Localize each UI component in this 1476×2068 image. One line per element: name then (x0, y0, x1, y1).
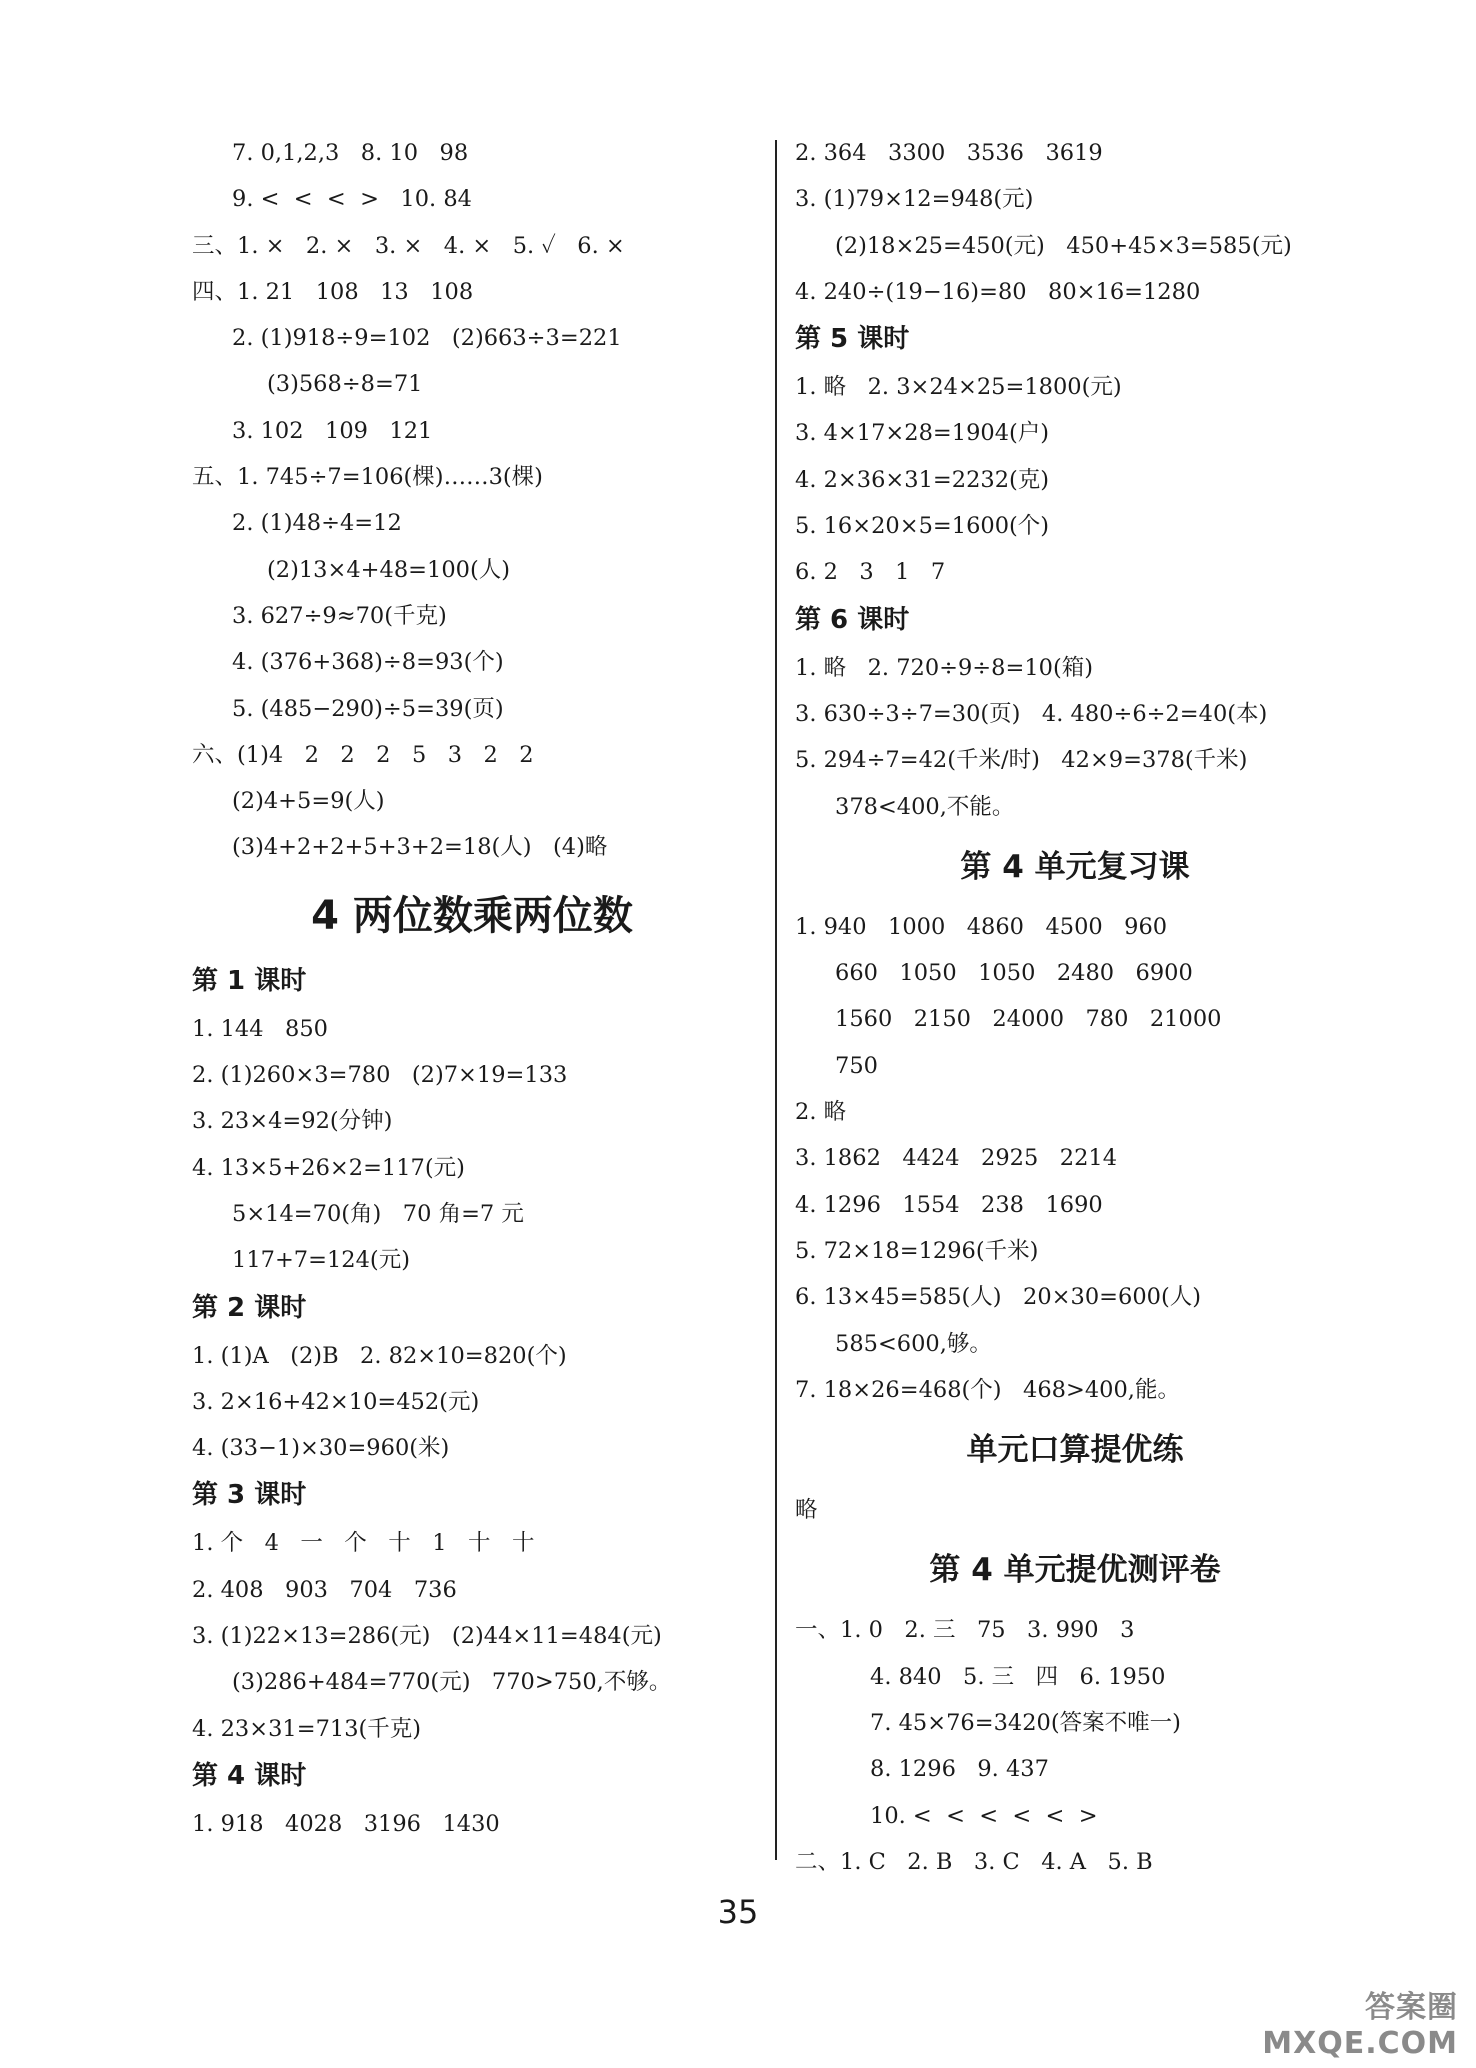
answer-line: 1. 个 4 一 个 十 1 十 十 (192, 1530, 535, 1557)
answer-line: 2. 略 (795, 1099, 847, 1126)
answer-line: (3)4+2+2+5+3+2=18(人) (4)略 (232, 834, 608, 861)
answer-line: 4. (33−1)×30=960(米) (192, 1435, 450, 1462)
lesson-heading: 第 4 课时 (192, 1760, 307, 1791)
answer-line: 三、1. × 2. × 3. × 4. × 5. ✓ 6. × (192, 232, 625, 259)
answer-line: 3. 23×4=92(分钟) (192, 1108, 393, 1135)
answer-line: 六、(1)4 2 2 2 5 3 2 2 (192, 741, 534, 768)
answer-line: (2)4+5=9(人) (232, 788, 385, 815)
answer-line: 1. 940 1000 4860 4500 960 (795, 913, 1168, 940)
chapter-title: 4 两位数乘两位数 (311, 892, 633, 939)
answer-line: (3)568÷8=71 (267, 371, 423, 398)
answer-line: (2)13×4+48=100(人) (267, 556, 511, 583)
answer-line: 117+7=124(元) (232, 1247, 410, 1274)
answer-line: 2. (1)918÷9=102 (2)663÷3=221 (232, 325, 622, 352)
answer-line: 3. 4×17×28=1904(户) (795, 420, 1050, 447)
answer-line: 四、1. 21 108 13 108 (192, 278, 474, 305)
lesson-heading: 第 1 课时 (192, 965, 307, 996)
answer-line: 3. 2×16+42×10=452(元) (192, 1388, 480, 1415)
answer-line: 6. 13×45=585(人) 20×30=600(人) (795, 1284, 1202, 1311)
lesson-heading: 第 2 课时 (192, 1292, 307, 1323)
answer-line: 略 (795, 1497, 818, 1524)
answer-line: 1. 144 850 (192, 1015, 328, 1042)
answer-line: 4. 240÷(19−16)=80 80×16=1280 (795, 278, 1201, 305)
answer-line: 五、1. 745÷7=106(棵)……3(棵) (192, 464, 543, 491)
answer-line: 2. (1)48÷4=12 (232, 510, 402, 537)
lesson-heading: 第 6 课时 (795, 604, 910, 635)
answer-line: 9. < < < > 10. 84 (232, 186, 472, 213)
answer-line: 10. < < < < < > (870, 1802, 1098, 1829)
left-column (192, 130, 752, 1847)
answer-line: 5. 294÷7=42(千米/时) 42×9=378(千米) (795, 747, 1248, 774)
answer-line: 4. (376+368)÷8=93(个) (232, 649, 504, 676)
answer-line: 3. (1)22×13=286(元) (2)44×11=484(元) (192, 1623, 662, 1650)
answer-line: 4. 23×31=713(千克) (192, 1715, 422, 1742)
answer-line: 3. 630÷3÷7=30(页) 4. 480÷6÷2=40(本) (795, 700, 1268, 727)
answer-line: 8. 1296 9. 437 (870, 1756, 1049, 1783)
section-title: 第 4 单元复习课 (960, 848, 1190, 885)
section-title: 单元口算提优练 (966, 1432, 1184, 1469)
answer-line: 3. 627÷9≈70(千克) (232, 602, 447, 629)
answer-line: 1. 略 2. 3×24×25=1800(元) (795, 374, 1122, 401)
answer-line: 1560 2150 24000 780 21000 (835, 1006, 1222, 1033)
lesson-heading: 第 3 课时 (192, 1480, 307, 1511)
watermark (1262, 1990, 1458, 2062)
answer-line: 一、1. 0 2. 三 75 3. 990 3 (795, 1617, 1135, 1644)
watermark-logo-text: 答案圈 (1365, 1990, 1458, 2025)
section-title: 第 4 单元提优测评卷 (929, 1552, 1221, 1589)
answer-line: (3)286+484=770(元) 770>750,不够。 (232, 1669, 672, 1696)
answer-line: 5×14=70(角) 70 角=7 元 (232, 1200, 524, 1227)
answer-line: 660 1050 1050 2480 6900 (835, 960, 1193, 987)
answer-line: 4. 1296 1554 238 1690 (795, 1191, 1103, 1218)
answer-line: 3. 1862 4424 2925 2214 (795, 1145, 1118, 1172)
answer-line: 4. 13×5+26×2=117(元) (192, 1154, 465, 1181)
answer-line: 7. 18×26=468(个) 468>400,能。 (795, 1376, 1180, 1403)
answer-line: 750 (835, 1052, 878, 1079)
watermark-site-text: MXQE.COM (1262, 2026, 1458, 2061)
answer-line: 1. (1)A (2)B 2. 82×10=820(个) (192, 1342, 567, 1369)
answer-line: (2)18×25=450(元) 450+45×3=585(元) (835, 232, 1292, 259)
answer-line: 1. 略 2. 720÷9÷8=10(箱) (795, 654, 1094, 681)
answer-line: 4. 840 5. 三 四 6. 1950 (870, 1663, 1166, 1690)
answer-line: 2. (1)260×3=780 (2)7×19=133 (192, 1062, 568, 1089)
answer-line: 4. 2×36×31=2232(克) (795, 466, 1050, 493)
answer-line: 585<600,够。 (835, 1330, 992, 1357)
answer-line: 3. 102 109 121 (232, 417, 433, 444)
answer-line: 5. 72×18=1296(千米) (795, 1237, 1039, 1264)
answer-line: 5. (485−290)÷5=39(页) (232, 695, 504, 722)
page-number: 35 (717, 1893, 759, 1931)
column-divider (775, 140, 777, 1860)
right-column (795, 130, 1355, 1885)
answer-line: 2. 364 3300 3536 3619 (795, 140, 1103, 166)
answer-line: 7. 0,1,2,3 8. 10 98 (232, 140, 469, 166)
answer-line: 2. 408 903 704 736 (192, 1576, 457, 1603)
lesson-heading: 第 5 课时 (795, 324, 910, 355)
answer-line: 二、1. C 2. B 3. C 4. A 5. B (795, 1848, 1153, 1875)
answer-line: 378<400,不能。 (835, 793, 1015, 820)
answer-line: 1. 918 4028 3196 1430 (192, 1810, 500, 1837)
answer-line: 3. (1)79×12=948(元) (795, 186, 1034, 213)
answer-line: 6. 2 3 1 7 (795, 559, 946, 586)
answer-line: 7. 45×76=3420(答案不唯一) (870, 1710, 1181, 1737)
answer-line: 5. 16×20×5=1600(个) (795, 513, 1050, 540)
